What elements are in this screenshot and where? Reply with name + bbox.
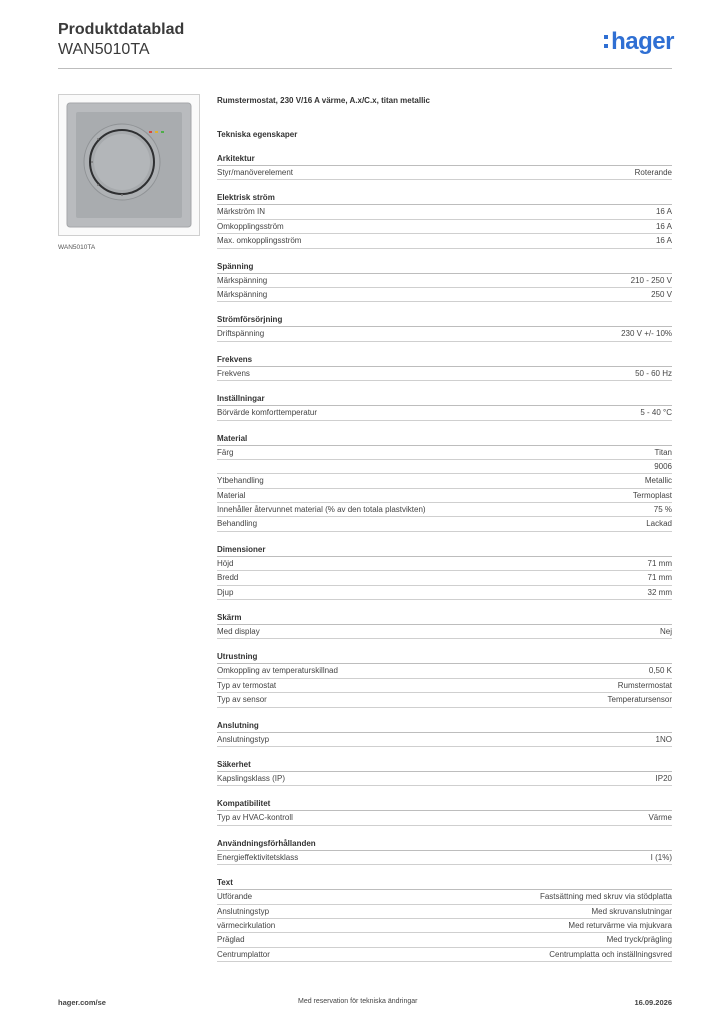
- image-caption: WAN5010TA: [58, 244, 96, 251]
- spec-group: [217, 651, 672, 707]
- spec-row: [217, 693, 672, 707]
- spec-row: [217, 772, 672, 786]
- spec-row: [217, 220, 672, 234]
- spec-label: Omkopplingsström: [217, 221, 284, 231]
- spec-row: [217, 460, 672, 474]
- spec-group-title: Frekvens: [217, 354, 672, 367]
- spec-group: [217, 192, 672, 248]
- spec-row: [217, 474, 672, 488]
- spec-group-title: Elektrisk ström: [217, 192, 672, 205]
- spec-value: 32 mm: [647, 587, 672, 597]
- spec-row: [217, 327, 672, 341]
- spec-label: Typ av sensor: [217, 695, 267, 705]
- spec-row: [217, 679, 672, 693]
- led-yellow-icon: [155, 131, 158, 133]
- spec-group-title: Dimensioner: [217, 544, 672, 557]
- spec-row: [217, 625, 672, 639]
- spec-label: Driftspänning: [217, 329, 265, 339]
- spec-label: Färg: [217, 447, 234, 457]
- spec-label: värmecirkulation: [217, 920, 276, 930]
- spec-row: [217, 571, 672, 585]
- spec-row: [217, 905, 672, 919]
- spec-row: [217, 234, 672, 248]
- spec-value: IP20: [655, 773, 672, 783]
- spec-group: [217, 838, 672, 865]
- spec-value: Metallic: [644, 476, 672, 486]
- spec-label: Max. omkopplingsström: [217, 236, 302, 246]
- spec-row: [217, 733, 672, 747]
- spec-label: Anslutningstyp: [217, 734, 270, 744]
- spec-group-title: Användningsförhållanden: [217, 838, 672, 851]
- spec-row: [217, 517, 672, 531]
- spec-value: 210 - 250 V: [630, 275, 672, 285]
- spec-group: [217, 393, 672, 420]
- spec-row: [217, 851, 672, 865]
- spec-row: [217, 890, 672, 904]
- spec-value: Termoplast: [632, 490, 672, 500]
- spec-value: 9006: [654, 461, 672, 471]
- spec-group-title: Text: [217, 877, 672, 890]
- spec-row: [217, 503, 672, 517]
- spec-value: 16 A: [655, 207, 672, 217]
- spec-group: [217, 153, 672, 180]
- page-header: [58, 20, 674, 59]
- led-green-icon: [161, 131, 164, 133]
- spec-row: [217, 586, 672, 600]
- spec-value: Lackad: [646, 519, 672, 529]
- spec-group-title: Skärm: [217, 612, 672, 625]
- spec-value: 230 V +/- 10%: [621, 329, 672, 339]
- spec-group: [217, 544, 672, 600]
- spec-label: Anslutningstyp: [217, 906, 270, 916]
- spec-group-title: Material: [217, 433, 672, 446]
- footer-date: 16.09.2026: [634, 998, 672, 1007]
- spec-row: [217, 557, 672, 571]
- spec-label: Märkspänning: [217, 275, 268, 285]
- spec-value: Roterande: [634, 168, 672, 177]
- spec-value: 16 A: [655, 221, 672, 231]
- spec-label: Präglad: [217, 935, 245, 945]
- spec-group-title: Arkitektur: [217, 153, 672, 166]
- spec-label: Kapslingsklass (IP): [217, 773, 286, 783]
- spec-value: Med tryck/prägling: [606, 935, 672, 945]
- spec-value: Med skruvanslutningar: [591, 906, 672, 916]
- footer-website: hager.com/se: [58, 998, 106, 1007]
- logo-text: hager: [611, 28, 674, 55]
- spec-group: [217, 798, 672, 825]
- spec-value: 1NO: [655, 734, 672, 744]
- spec-value: Titan: [654, 447, 672, 457]
- spec-group-title: Anslutning: [217, 720, 672, 733]
- spec-label: Djup: [217, 587, 234, 597]
- spec-row: [217, 288, 672, 302]
- spec-row: [217, 948, 672, 962]
- header-divider: [58, 68, 672, 69]
- spec-group: [217, 261, 672, 303]
- product-image: [58, 94, 200, 236]
- spec-group: [217, 759, 672, 786]
- spec-row: [217, 811, 672, 825]
- spec-group-title: Strömförsörjning: [217, 314, 672, 327]
- spec-value: 5 - 40 °C: [640, 408, 672, 418]
- spec-label: Typ av HVAC-kontroll: [217, 813, 293, 823]
- section-title: Tekniska egenskaper: [217, 130, 298, 139]
- spec-value: I (1%): [650, 852, 672, 862]
- spec-value: Fastsättning med skruv via stödplatta: [539, 892, 672, 902]
- spec-label: Centrumplattor: [217, 949, 270, 959]
- spec-value: 71 mm: [647, 573, 672, 583]
- spec-groups: [217, 153, 672, 962]
- spec-group: [217, 877, 672, 962]
- spec-label: Märkström IN: [217, 207, 265, 217]
- spec-label: Material: [217, 490, 246, 500]
- spec-label: Med display: [217, 627, 260, 637]
- spec-label: Frekvens: [217, 368, 250, 378]
- spec-group: [217, 433, 672, 532]
- product-title: Rumstermostat, 230 V/16 A värme, A.x/C.x, titan metallic: [217, 96, 430, 105]
- spec-value: Rumstermostat: [617, 680, 672, 690]
- spec-label: Behandling: [217, 519, 258, 529]
- spec-label: Utförande: [217, 892, 253, 902]
- spec-value: Nej: [659, 627, 672, 637]
- spec-row: [217, 367, 672, 381]
- spec-label: Märkspänning: [217, 289, 268, 299]
- led-red-icon: [149, 131, 152, 133]
- spec-group: [217, 314, 672, 341]
- spec-value: Med returvärme via mjukvara: [568, 920, 672, 930]
- spec-value: 16 A: [655, 236, 672, 246]
- footer-note: Med reservation för tekniska ändringar: [298, 998, 418, 1005]
- thermostat-image: [59, 95, 199, 235]
- spec-row: [217, 166, 672, 180]
- spec-value: 0,50 K: [648, 666, 672, 676]
- spec-row: [217, 664, 672, 678]
- spec-row: [217, 446, 672, 460]
- spec-label: Styr/manöverelement: [217, 168, 294, 177]
- spec-group-title: Säkerhet: [217, 759, 672, 772]
- spec-group-title: Utrustning: [217, 651, 672, 664]
- spec-row: [217, 406, 672, 420]
- spec-value: Temperatursensor: [607, 695, 672, 705]
- spec-label: Typ av termostat: [217, 680, 277, 690]
- spec-content: [217, 95, 672, 962]
- spec-group: [217, 720, 672, 747]
- product-code: WAN5010TA: [58, 41, 150, 58]
- spec-value: 250 V: [651, 289, 672, 299]
- spec-group: [217, 354, 672, 381]
- hager-logo: [604, 28, 674, 56]
- spec-group: [217, 612, 672, 639]
- spec-value: Centrumplatta och inställningsvred: [549, 949, 672, 959]
- spec-value: 75 %: [653, 505, 672, 515]
- spec-label: Energieffektivitetsklass: [217, 852, 299, 862]
- spec-value: 71 mm: [647, 558, 672, 568]
- spec-group-title: Spänning: [217, 261, 672, 274]
- spec-row: [217, 489, 672, 503]
- logo-colon-icon: [604, 28, 608, 48]
- spec-label: Omkoppling av temperaturskillnad: [217, 666, 338, 676]
- spec-label: Höjd: [217, 558, 234, 568]
- spec-row: [217, 274, 672, 288]
- spec-group-title: Inställningar: [217, 393, 672, 406]
- document-title: Produktdatablad: [58, 21, 185, 38]
- spec-group-title: Kompatibilitet: [217, 798, 672, 811]
- spec-row: [217, 933, 672, 947]
- spec-label: Ytbehandling: [217, 476, 264, 486]
- spec-value: 50 - 60 Hz: [635, 368, 672, 378]
- spec-label: Bredd: [217, 573, 239, 583]
- spec-value: Värme: [648, 813, 672, 823]
- spec-label: Innehåller återvunnet material (% av den totala plastvikten): [217, 505, 426, 515]
- spec-row: [217, 205, 672, 219]
- spec-row: [217, 919, 672, 933]
- spec-label: Börvärde komforttemperatur: [217, 408, 318, 418]
